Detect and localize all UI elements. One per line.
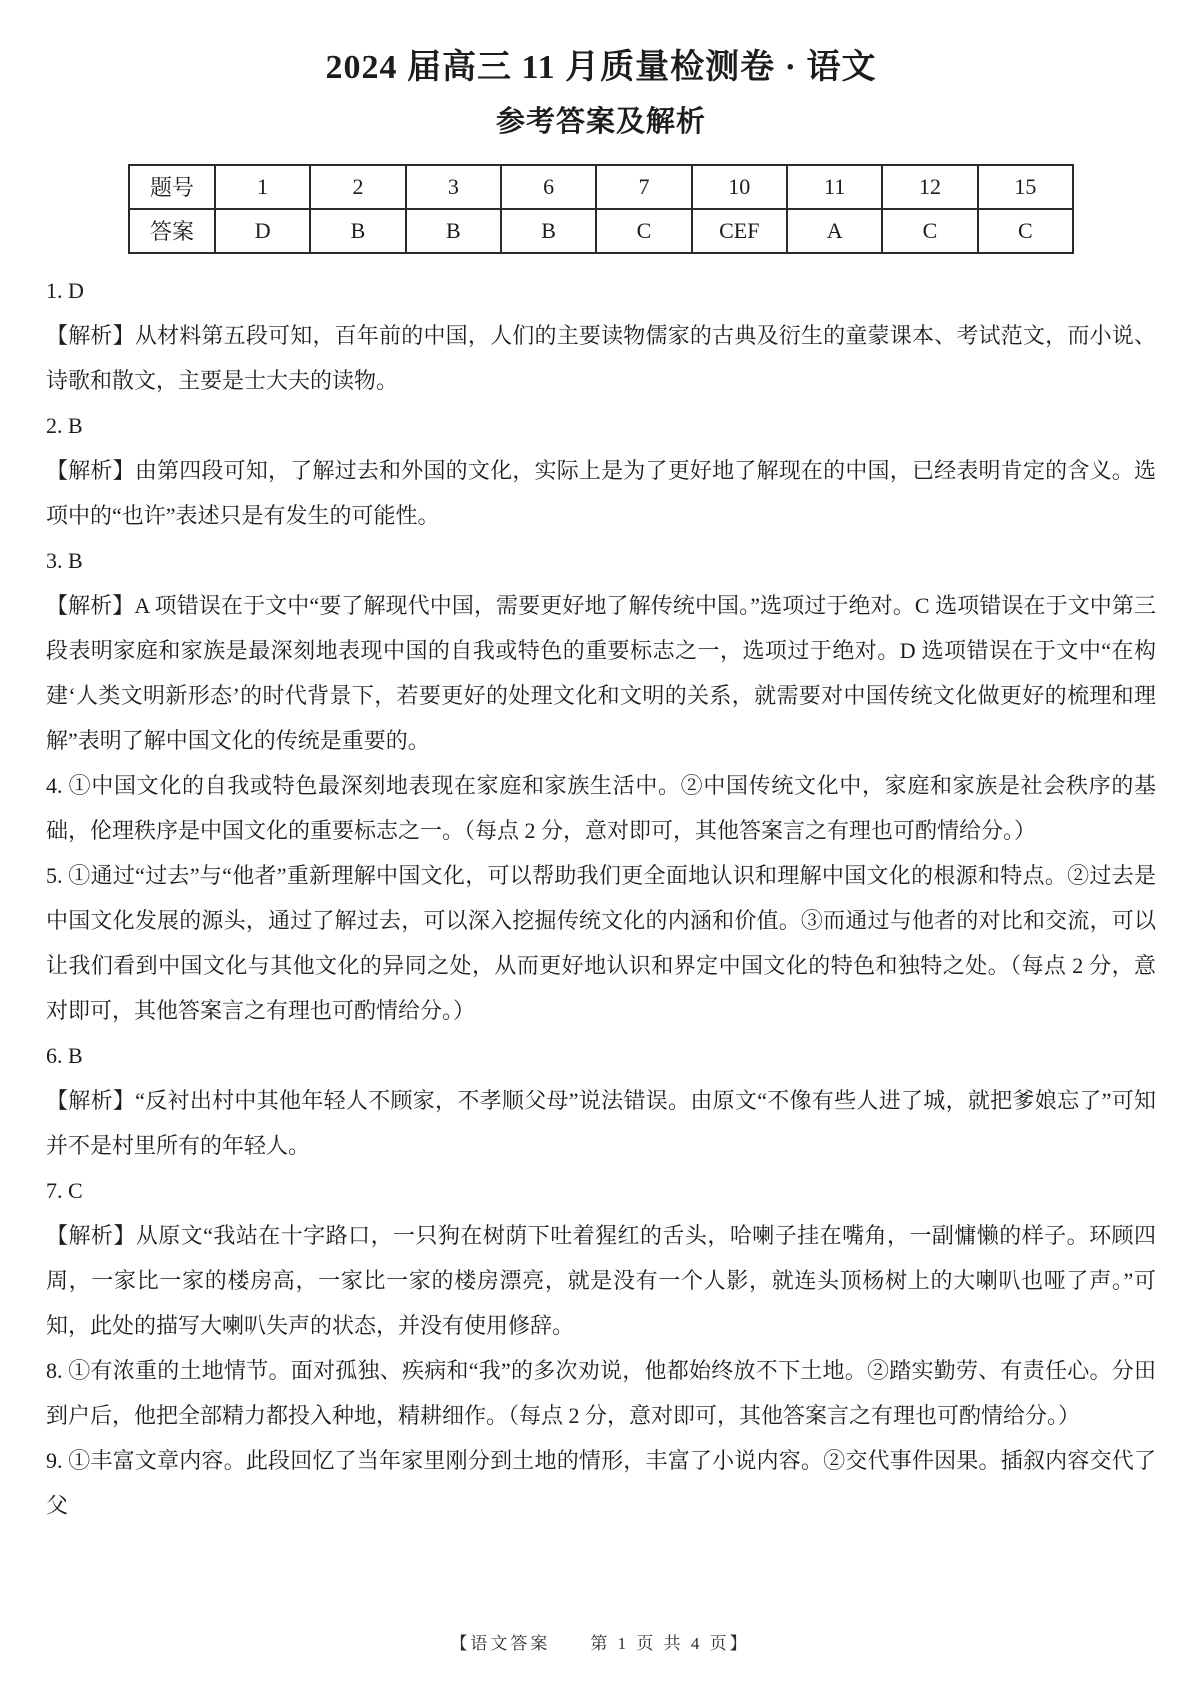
question-number-cell: 15 <box>978 165 1073 209</box>
question-number-cell: 7 <box>596 165 691 209</box>
answer-cell: D <box>215 209 310 253</box>
answer-cell: CEF <box>692 209 787 253</box>
question-number-cell: 11 <box>787 165 882 209</box>
answer-cell: C <box>596 209 691 253</box>
page-footer: 【语文答案 第 1 页 共 4 页】 <box>450 1634 750 1653</box>
item-9-answer: 9. ①丰富文章内容。此段回忆了当年家里刚分到土地的情形，丰富了小说内容。②交代事件因果。插叙内容交代了父 <box>46 1447 1156 1518</box>
answer-cell: C <box>882 209 977 253</box>
item-6-analysis: 【解析】“反衬出村中其他年轻人不顾家，不孝顺父母”说法错误。由原文“不像有些人进了城，就把爹娘忘了”可知并不是村里所有的年轻人。 <box>46 1087 1156 1158</box>
answer-cell: B <box>501 209 596 253</box>
answer-row-label: 答案 <box>129 209 215 253</box>
page-subtitle: 参考答案及解析 <box>495 105 706 138</box>
answer-row <box>129 209 1073 253</box>
question-number-cell: 1 <box>215 165 310 209</box>
question-number-cell: 6 <box>501 165 596 209</box>
question-number-row <box>129 165 1073 209</box>
answer-cell: A <box>787 209 882 253</box>
item-2-analysis: 【解析】由第四段可知，了解过去和外国的文化，实际上是为了更好地了解现在的中国，已经表明肯定的含义。选项中的“也许”表述只是有发生的可能性。 <box>46 457 1156 528</box>
question-number-cell: 10 <box>692 165 787 209</box>
answer-key-table <box>128 164 1074 254</box>
answers-content <box>46 268 1156 1528</box>
item-7-analysis: 【解析】从原文“我站在十字路口，一只狗在树荫下吐着猩红的舌头，哈喇子挂在嘴角，一副慵懒的样子。环顾四周，一家比一家的楼房高，一家比一家的楼房漂亮，就是没有一个人影，就连头顶杨树上的大喇叭也哑了声。”可知，此处的描写大喇叭失声的状态，并没有使用修辞。 <box>46 1222 1156 1338</box>
question-number-cell: 2 <box>310 165 405 209</box>
item-2-answer: 2. B <box>46 412 83 438</box>
question-row-label: 题号 <box>129 165 215 209</box>
item-1-analysis: 【解析】从材料第五段可知，百年前的中国，人们的主要读物儒家的古典及衍生的童蒙课本、考试范文，而小说、诗歌和散文，主要是士大夫的读物。 <box>46 322 1156 393</box>
question-number-cell: 3 <box>406 165 501 209</box>
page-title: 2024 届高三 11 月质量检测卷 · 语文 <box>325 49 877 86</box>
item-3-answer: 3. B <box>46 547 83 573</box>
item-5-answer: 5. ①通过“过去”与“他者”重新理解中国文化，可以帮助我们更全面地认识和理解中国文化的根源和特点。②过去是中国文化发展的源头，通过了解过去，可以深入挖掘传统文化的内涵和价值。③而通过与他者的对比和交流，可以让我们看到中国文化与其他文化的异同之处，从而更好地认识和界定中国文化的特色和独特之处。（每点 2 分，意对即可，其他答案言之有理也可酌情给分。） <box>46 862 1156 1023</box>
item-4-answer: 4. ①中国文化的自我或特色最深刻地表现在家庭和家族生活中。②中国传统文化中，家庭和家族是社会秩序的基础，伦理秩序是中国文化的重要标志之一。（每点 2 分，意对即可，其他答案言之有理也可酌情给分。） <box>46 772 1156 843</box>
item-6-answer: 6. B <box>46 1042 83 1068</box>
item-1-answer: 1. D <box>46 277 84 303</box>
answer-cell: B <box>406 209 501 253</box>
answer-cell: C <box>978 209 1073 253</box>
question-number-cell: 12 <box>882 165 977 209</box>
item-8-answer: 8. ①有浓重的土地情节。面对孤独、疾病和“我”的多次劝说，他都始终放不下土地。②踏实勤劳、有责任心。分田到户后，他把全部精力都投入种地，精耕细作。（每点 2 分，意对即可，其他答案言之有理也可酌情给分。） <box>46 1357 1156 1428</box>
answer-cell: B <box>310 209 405 253</box>
item-7-answer: 7. C <box>46 1177 83 1203</box>
item-3-analysis: 【解析】A 项错误在于文中“要了解现代中国，需要更好地了解传统中国。”选项过于绝对。C 选项错误在于文中第三段表明家庭和家族是最深刻地表现中国的自我或特色的重要标志之一，选项过于绝对。D 选项错误在于文中“在构建‘人类文明新形态’的时代背景下，若要更好的处理文化和文明的关系，就需要对中国传统文化做更好的梳理和理解”表明了解中国文化的传统是重要的。 <box>46 592 1156 753</box>
